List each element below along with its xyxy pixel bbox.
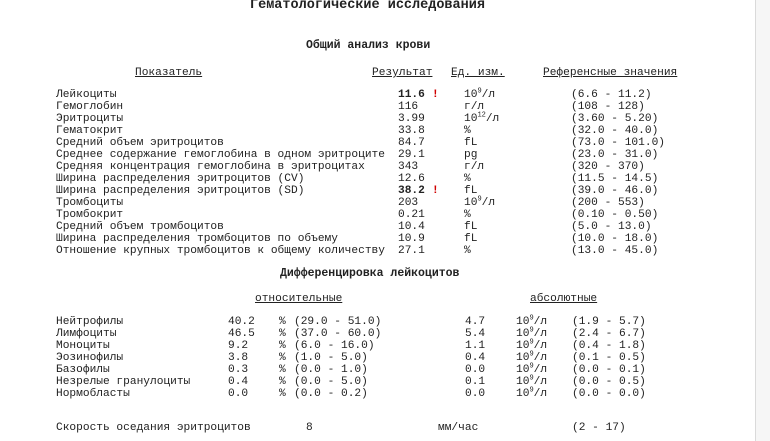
diff-row-abs-ref: (2.4 - 6.7) [572,328,646,340]
cbc-row-result: 10.9 [398,233,425,245]
cbc-row-result: 38.2 [398,185,425,197]
cbc-row-unit [464,197,495,209]
diff-row-rel-unit: % [279,352,286,364]
unit-base: % [464,209,471,221]
unit-tail: /л [533,316,548,328]
diff-row-abs-ref: (0.1 - 0.5) [572,352,646,364]
unit-exponent: 9 [529,386,534,395]
cbc-row-name: Средний объем тромбоцитов [56,221,224,233]
vertical-scrollbar[interactable] [755,0,770,441]
diff-row-rel-ref: (29.0 - 51.0) [294,316,382,328]
unit-base: fL [464,233,478,245]
cbc-row-result: 343 [398,161,419,173]
cbc-row-result: 33.8 [398,125,425,137]
cbc-row-ref: (0.10 - 0.50) [571,209,659,221]
diff-row-rel-unit: % [279,340,286,352]
diff-row-rel: 46.5 [228,328,255,340]
diff-row-abs: 0.4 [465,352,486,364]
unit-exponent: 9 [529,374,534,383]
unit-base: 10 [516,316,530,328]
diff-row-abs: 0.0 [465,364,486,376]
diff-section-title: Дифференцировка лейкоцитов [280,267,460,280]
cbc-row-unit [464,161,484,173]
unit-exponent: 9 [529,362,534,371]
unit-base: 10 [516,376,530,388]
cbc-row-ref: (23.0 - 31.0) [571,149,659,161]
cbc-row-name: Тромбоциты [56,197,124,209]
cbc-row-result: 84.7 [398,137,425,149]
diff-row-name: Нейтрофилы [56,316,124,328]
unit-base: г/л [464,161,485,173]
cbc-row-result: 203 [398,197,419,209]
unit-tail: /л [533,388,548,400]
diff-row-name: Незрелые гранулоциты [56,376,191,388]
diff-row-rel-ref: (6.0 - 16.0) [294,340,375,352]
diff-row-name: Базофилы [56,364,110,376]
diff-row-rel-ref: (37.0 - 60.0) [294,328,382,340]
unit-base: 10 [516,364,530,376]
cbc-row-unit [464,149,477,161]
cbc-row-unit [464,89,495,101]
unit-exponent: 9 [477,195,482,204]
cbc-row-ref: (3.60 - 5.20) [571,113,659,125]
esr-result: 8 [306,422,313,434]
diff-row-abs-ref: (0.0 - 0.5) [572,376,646,388]
diff-row-rel-unit: % [279,328,286,340]
diff-row-rel-ref: (1.0 - 5.0) [294,352,368,364]
diff-row-rel-ref: (0.0 - 5.0) [294,376,368,388]
unit-tail: /л [533,328,548,340]
cbc-row-result: 11.6 [398,89,425,101]
cbc-row-ref: (39.0 - 46.0) [571,185,659,197]
unit-base: fL [464,221,478,233]
unit-tail: /л [481,89,496,101]
esr-ref: (2 - 17) [572,422,626,434]
unit-base: % [464,125,471,137]
unit-tail: /л [533,352,548,364]
cbc-row-unit [464,221,477,233]
diff-row-rel: 0.3 [228,364,249,376]
unit-base: 10 [464,89,478,101]
cbc-row-name: Среднее содержание гемоглобина в одном эритроците [56,149,385,161]
unit-base: pg [464,149,478,161]
cbc-row-ref: (200 - 553) [571,197,645,209]
diff-row-name: Эозинофилы [56,352,124,364]
cbc-row-result: 0.21 [398,209,425,221]
diff-row-rel-ref: (0.0 - 0.2) [294,388,368,400]
diff-row-abs: 5.4 [465,328,486,340]
col-header-result: Результат [372,67,433,79]
cbc-row-ref: (5.0 - 13.0) [571,221,652,233]
col-header-ref: Референсные значения [543,67,678,79]
cbc-row-name: Гематокрит [56,125,124,137]
col-header-unit: Ед. изм. [451,67,505,79]
diff-row-abs: 0.0 [465,388,486,400]
diff-row-abs-ref: (0.4 - 1.8) [572,340,646,352]
cbc-row-unit [464,113,499,125]
unit-base: 10 [464,197,478,209]
unit-base: 10 [516,340,530,352]
cbc-row-unit [464,233,477,245]
unit-base: 10 [516,328,530,340]
unit-base: fL [464,137,478,149]
diff-row-rel-unit: % [279,316,286,328]
unit-exponent: 9 [529,314,534,323]
diff-absolute-header: абсолютные [530,293,598,305]
diff-row-name: Нормобласты [56,388,130,400]
unit-base: % [464,245,471,257]
cbc-row-unit [464,125,471,137]
cbc-row-name: Гемоглобин [56,101,124,113]
unit-base: 10 [516,352,530,364]
cbc-row-ref: (32.0 - 40.0) [571,125,659,137]
cbc-row-name: Тромбокрит [56,209,124,221]
cbc-row-ref: (6.6 - 11.2) [571,89,652,101]
cbc-row-ref: (11.5 - 14.5) [571,173,659,185]
diff-row-rel: 0.0 [228,388,249,400]
unit-base: % [464,173,471,185]
cbc-row-ref: (13.0 - 45.0) [571,245,659,257]
cbc-row-result: 12.6 [398,173,425,185]
cbc-row-unit [464,209,471,221]
esr-name: Скорость оседания эритроцитов [56,422,251,434]
cbc-row-unit [464,185,477,197]
diff-row-abs: 1.1 [465,340,486,352]
cbc-row-unit [464,245,471,257]
diff-row-rel: 3.8 [228,352,249,364]
unit-base: 10 [464,113,478,125]
unit-tail: /л [481,197,496,209]
cbc-row-name: Эритроциты [56,113,124,125]
cbc-row-result: 116 [398,101,419,113]
cbc-row-name: Средняя концентрация гемоглобина в эритроцитах [56,161,365,173]
diff-row-rel: 40.2 [228,316,255,328]
diff-row-abs-unit [516,388,547,400]
cbc-row-name: Ширина распределения эритроцитов (SD) [56,185,305,197]
unit-exponent: 9 [529,326,534,335]
abnormal-flag-icon: ! [432,89,439,101]
cbc-row-name: Ширина распределения тромбоцитов по объему [56,233,338,245]
diff-row-name: Моноциты [56,340,110,352]
unit-exponent: 12 [477,111,486,120]
unit-base: 10 [516,388,530,400]
cbc-row-result: 29.1 [398,149,425,161]
cbc-row-ref: (10.0 - 18.0) [571,233,659,245]
diff-row-abs: 4.7 [465,316,486,328]
cbc-row-result: 27.1 [398,245,425,257]
diff-row-rel-ref: (0.0 - 1.0) [294,364,368,376]
cbc-row-unit [464,173,471,185]
cbc-row-result: 3.99 [398,113,425,125]
cbc-row-name: Ширина распределения эритроцитов (CV) [56,173,305,185]
cbc-section-title: Общий анализ крови [306,39,431,52]
unit-tail: /л [485,113,500,125]
esr-unit: мм/час [438,422,479,434]
diff-row-rel-unit: % [279,376,286,388]
col-header-name: Показатель [135,67,203,79]
cbc-row-ref: (320 - 370) [571,161,645,173]
diff-relative-header: относительные [255,293,343,305]
cbc-row-name: Средний объем эритроцитов [56,137,224,149]
cbc-row-name: Отношение крупных тромбоцитов к общему количеству [56,245,385,257]
unit-exponent: 9 [529,338,534,347]
unit-tail: /л [533,340,548,352]
cbc-row-unit [464,137,477,149]
diff-row-rel-unit: % [279,388,286,400]
unit-exponent: 9 [529,350,534,359]
diff-row-rel-unit: % [279,364,286,376]
diff-row-abs: 0.1 [465,376,486,388]
cbc-row-result: 10.4 [398,221,425,233]
unit-exponent: 9 [477,87,482,96]
unit-base: г/л [464,101,485,113]
report-title: Гематологические исследования [250,0,485,13]
unit-base: fL [464,185,478,197]
cbc-row-name: Лейкоциты [56,89,117,101]
diff-row-abs-ref: (1.9 - 5.7) [572,316,646,328]
diff-row-abs-ref: (0.0 - 0.1) [572,364,646,376]
diff-row-name: Лимфоциты [56,328,117,340]
diff-row-rel: 0.4 [228,376,249,388]
cbc-row-ref: (108 - 128) [571,101,645,113]
cbc-row-ref: (73.0 - 101.0) [571,137,665,149]
unit-tail: /л [533,376,548,388]
abnormal-flag-icon: ! [432,185,439,197]
diff-row-abs-ref: (0.0 - 0.0) [572,388,646,400]
unit-tail: /л [533,364,548,376]
diff-row-rel: 9.2 [228,340,249,352]
